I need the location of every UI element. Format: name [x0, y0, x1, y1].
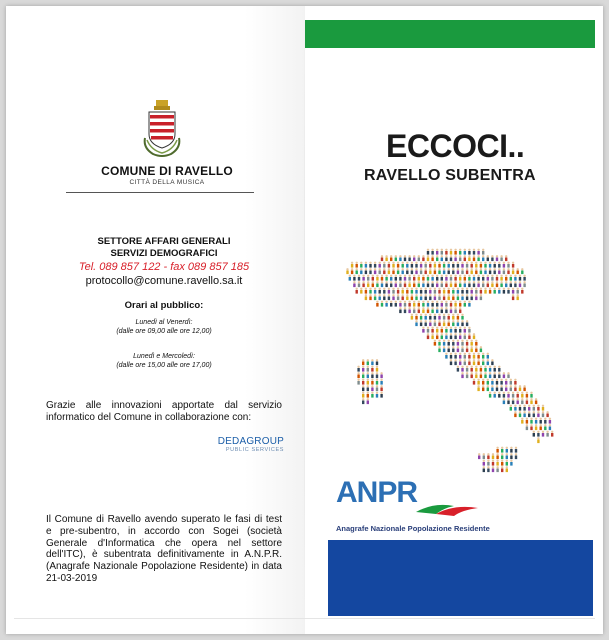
anpr-logo: ANPR — [336, 476, 418, 509]
comune-crest-icon — [141, 98, 183, 158]
settore-heading — [46, 236, 282, 260]
comune-name: COMUNE DI RAVELLO — [101, 164, 233, 178]
orari-mattina-days: Lunedì al Venerdì: — [135, 319, 193, 326]
orari-title: Orari al pubblico: — [124, 300, 204, 311]
anpr-subtitle: Anagrafe Nazionale Popolazione Residente — [336, 524, 490, 533]
dedagroup-logo — [212, 436, 284, 453]
page-subtitle: RAVELLO SUBENTRA — [364, 167, 536, 184]
dedagroup-sub: PUBLIC SERVICES — [225, 447, 284, 453]
subentro-paragraph: Il Comune di Ravello avendo superato le fasi di test e pre-subentro, in accordo con Sogei (società Generale d'Informatica che opera nel settore dell'ITC), è subentrata definitivamente in A.N.P.R. (Anagrafe Nazionale Popolazione Residente) in data 21-03-2019 — [46, 514, 282, 584]
settore-line-1: SETTORE AFFARI GENERALI — [97, 236, 231, 247]
brochure-page — [6, 6, 603, 634]
dedagroup-name: DEDAGROUP — [217, 436, 284, 447]
blue-footer-bar — [328, 540, 593, 616]
settore-line-2: SERVIZI DEMOGRAFICI — [110, 248, 218, 259]
comune-subtitle: CITTÀ DELLA MUSICA — [129, 179, 205, 186]
tel-fax: Tel. 089 857 122 - fax 089 857 185 — [78, 261, 250, 273]
orari-pomeriggio — [46, 352, 282, 370]
page-title: ECCOCI.. — [386, 128, 525, 164]
email-link[interactable]: protocollo@comune.ravello.sa.it — [85, 275, 243, 287]
bottom-edge — [14, 618, 595, 619]
orari-pomeriggio-hours: (dalle ore 15,00 alle ore 17,00) — [116, 362, 212, 369]
fold-line — [304, 6, 305, 634]
divider — [66, 192, 254, 193]
orari-mattina — [46, 318, 282, 336]
orari-mattina-hours: (dalle ore 09,00 alle ore 12,00) — [116, 328, 212, 335]
italy-people-map-icon — [324, 238, 564, 494]
orari-pomeriggio-days: Lunedì e Mercoledì: — [133, 353, 195, 360]
grazie-text: Grazie alle innovazioni apportate dal servizio informatico del Comune in collaborazione con: — [46, 400, 282, 423]
anpr-swoosh-icon — [414, 498, 480, 518]
